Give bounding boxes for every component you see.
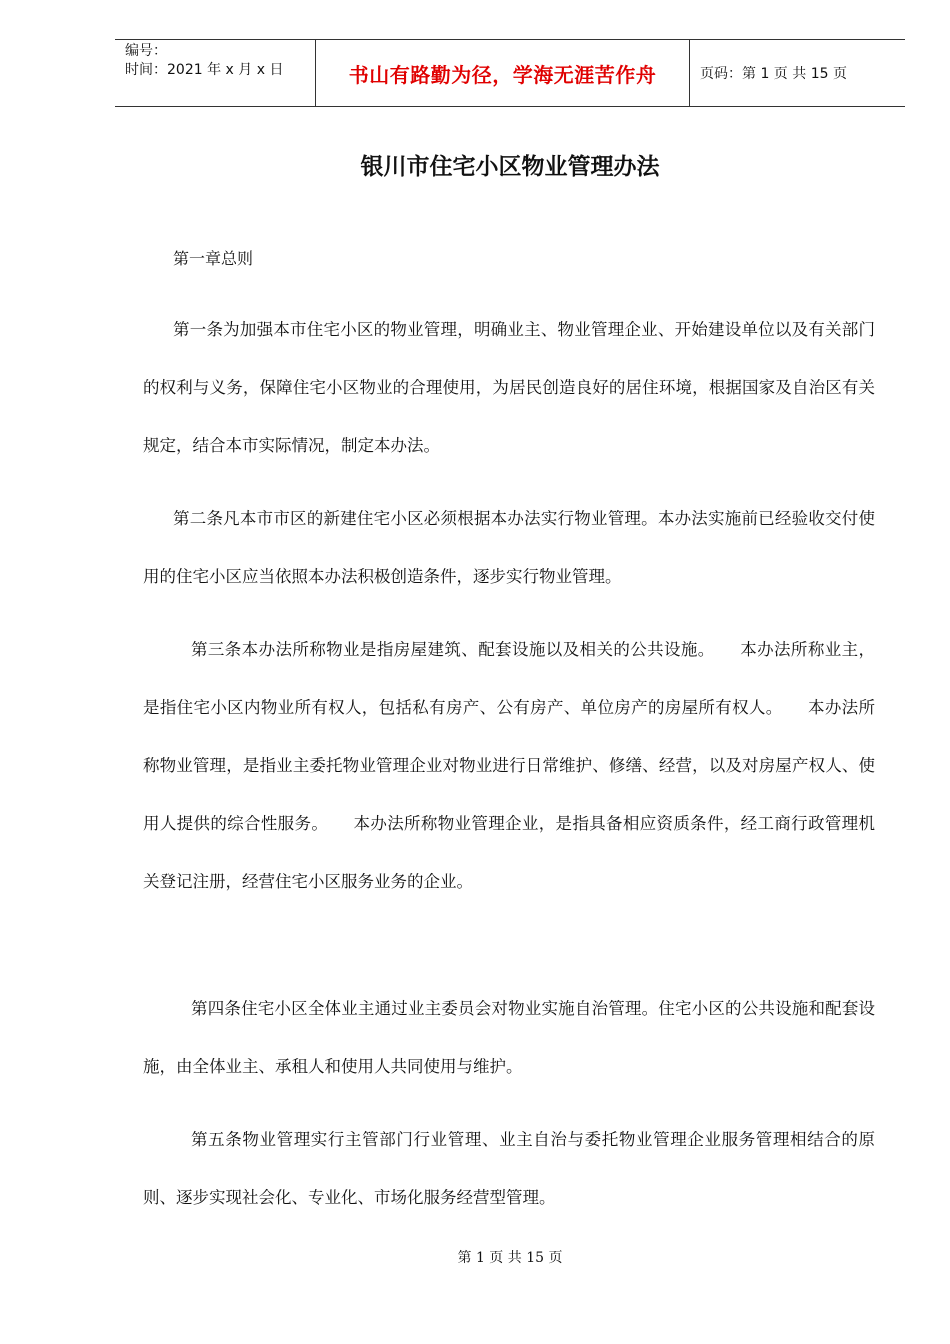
- motto-text: 书山有路勤为径，学海无涯苦作舟: [348, 62, 657, 87]
- header-motto-cell: [316, 40, 690, 106]
- article-5-paragraph: 第五条物业管理实行主管部门行业管理、业主自治与委托物业管理企业服务管理相结合的原则、逐步实现社会化、专业化、市场化服务经营型管理。: [143, 1130, 875, 1207]
- article-2-paragraph: 第二条凡本市市区的新建住宅小区必须根据本办法实行物业管理。本办法实施前已经验收交付使用的住宅小区应当依照本办法积极创造条件，逐步实行物业管理。: [143, 509, 875, 586]
- page-info: 页码：第 1 页 共 15 页: [700, 66, 847, 82]
- header-page-cell: [690, 40, 905, 106]
- header-meta-cell: [115, 40, 316, 106]
- article-3-paragraph: 第三条本办法所称物业是指房屋建筑、配套设施以及相关的公共设施。 本办法所称业主，是指住宅小区内物业所有权人，包括私有房产、公有房产、单位房产的房屋所有权人。 本办法所称物业管理，是指业主委托物业管理企业对物业进行日常维护、修缮、经营，以及对房屋产权人、使用人提供的综合性服务。 本办法所称物业管理企业，是指具备相应资质条件，经工商行政管理机关登记注册，经营住宅小区服务业务的企业。: [143, 640, 875, 891]
- article-4-paragraph: 第四条住宅小区全体业主通过业主委员会对物业实施自治管理。住宅小区的公共设施和配套设施，由全体业主、承租人和使用人共同使用与维护。: [143, 999, 875, 1076]
- page-footer: 第 1 页 共 15 页: [457, 1250, 563, 1266]
- document-title: 银川市住宅小区物业管理办法: [360, 154, 660, 180]
- time-label: 时间：2021 年 x 月 x 日: [125, 62, 284, 78]
- chapter-heading: 第一章总则: [173, 249, 254, 268]
- article-1-paragraph: 第一条为加强本市住宅小区的物业管理，明确业主、物业管理企业、开始建设单位以及有关部门的权利与义务，保障住宅小区物业的合理使用，为居民创造良好的居住环境，根据国家及自治区有关规定，结合本市实际情况，制定本办法。: [143, 320, 875, 455]
- document-header: [115, 39, 905, 107]
- number-label: 编号：: [125, 43, 167, 59]
